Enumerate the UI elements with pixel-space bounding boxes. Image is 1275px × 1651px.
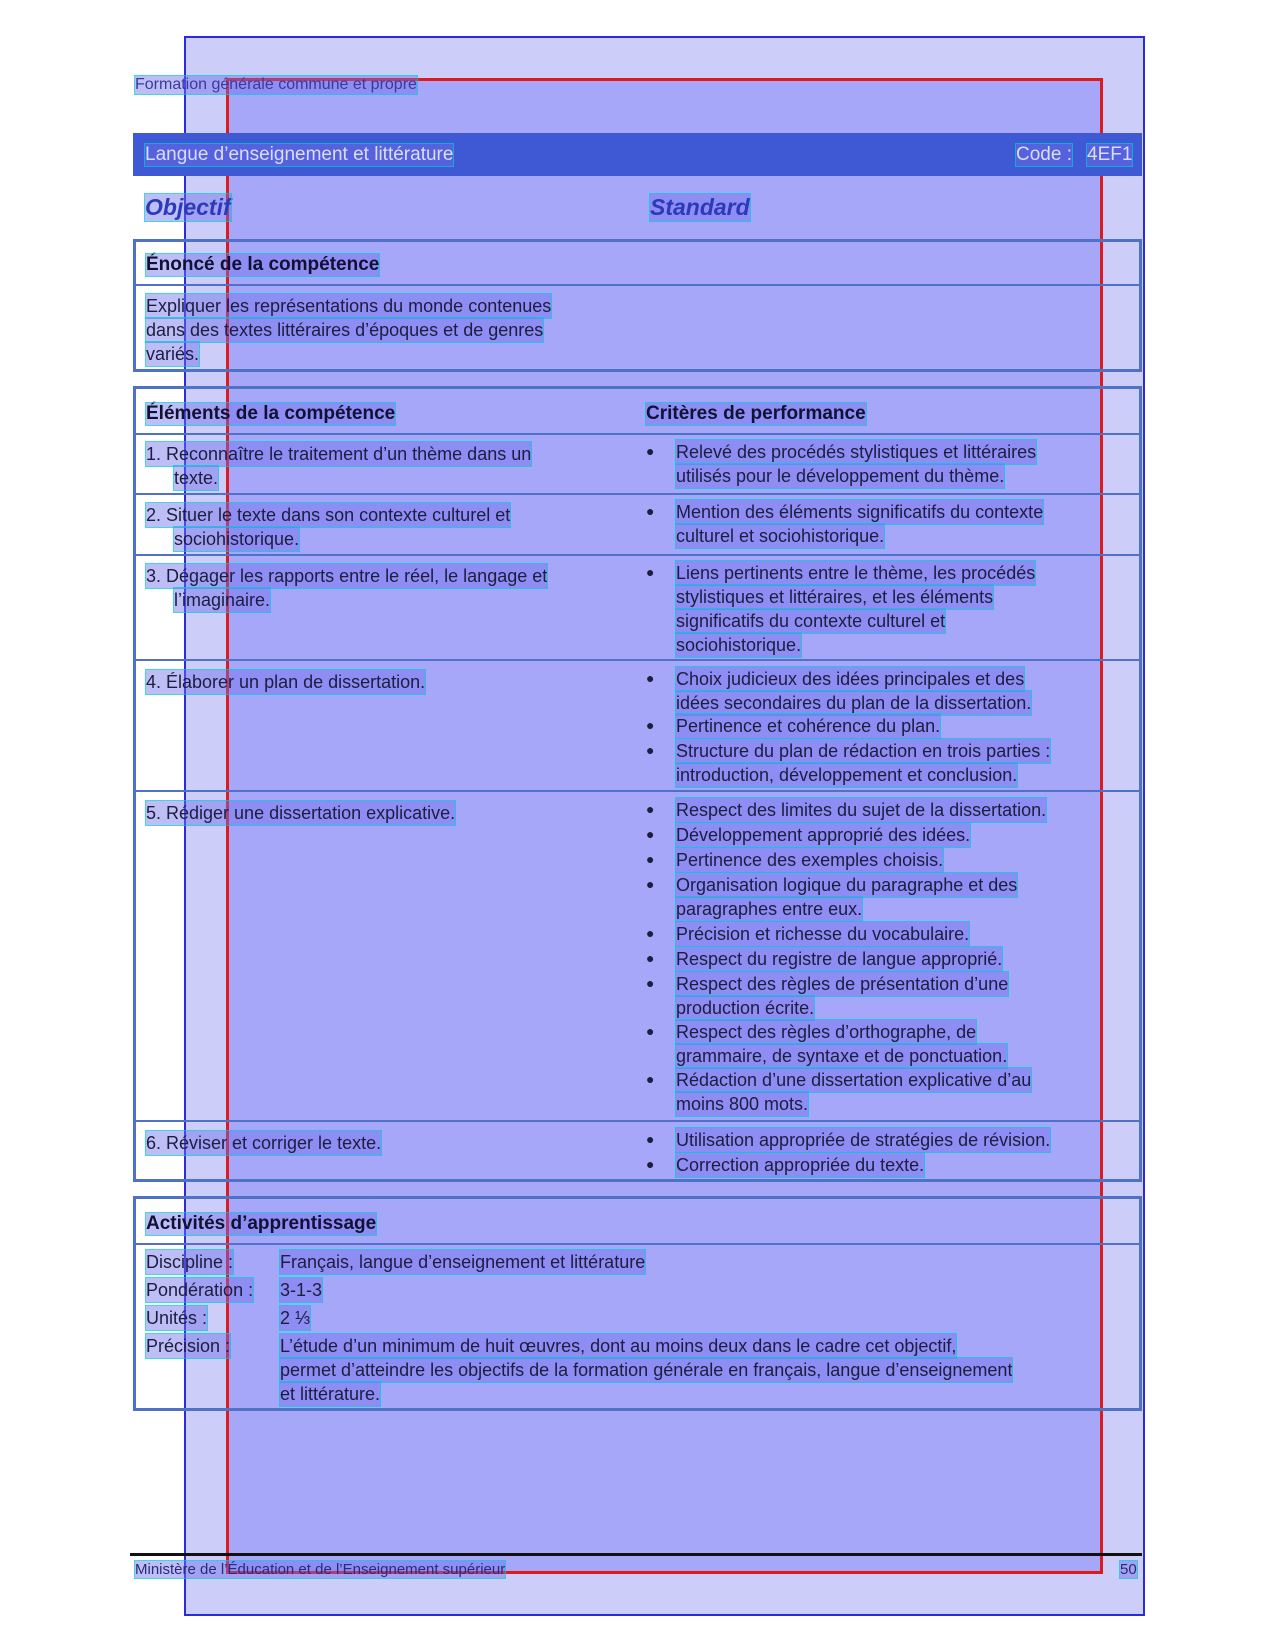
- competence-line: Expliquer les représentations du monde contenues: [146, 296, 552, 316]
- element-line: 3. Dégager les rapports entre le réel, le langage et: [146, 566, 548, 586]
- criterion-line: Développement approprié des idées.: [676, 825, 971, 845]
- bullet-icon: ●: [646, 925, 655, 941]
- bullet-icon: ●: [646, 1023, 655, 1039]
- field-value-units: 2 ⅓: [280, 1308, 311, 1328]
- criterion-line: culturel et sociohistorique.: [676, 526, 885, 546]
- criterion-line: idées secondaires du plan de la dissertation.: [676, 693, 1032, 713]
- bullet-icon: ●: [646, 717, 655, 733]
- element-line: l’imaginaire.: [174, 590, 271, 610]
- criterion-line: Structure du plan de rédaction en trois parties :: [676, 741, 1051, 761]
- criterion-line: paragraphes entre eux.: [676, 899, 863, 919]
- criteria-heading: Critères de performance: [646, 403, 866, 424]
- page-number: 50: [1120, 1561, 1137, 1578]
- footer-divider: [130, 1553, 1142, 1556]
- field-label-weighting: Pondération :: [146, 1280, 254, 1300]
- competence-heading: Énoncé de la compétence: [146, 254, 380, 275]
- criterion-line: Respect des limites du sujet de la dissertation.: [676, 800, 1047, 820]
- criterion-line: Liens pertinents entre le thème, les procédés: [676, 563, 1036, 583]
- activities-heading: Activités d’apprentissage: [146, 1213, 377, 1234]
- criterion-line: Respect du registre de langue approprié.: [676, 949, 1003, 969]
- element-line: 1. Reconnaître le traitement d’un thème dans un: [146, 444, 532, 464]
- bullet-icon: ●: [646, 503, 655, 519]
- criterion-line: significatifs du contexte culturel et: [676, 611, 946, 631]
- element-line: 5. Rédiger une dissertation explicative.: [146, 803, 456, 823]
- criterion-line: utilisés pour le développement du thème.: [676, 466, 1005, 486]
- element-line: texte.: [174, 468, 219, 488]
- element-line: 4. Élaborer un plan de dissertation.: [146, 672, 426, 692]
- field-value-discipline: Français, langue d’enseignement et littérature: [280, 1252, 646, 1272]
- criterion-line: Relevé des procédés stylistiques et littéraires: [676, 442, 1037, 462]
- bullet-icon: ●: [646, 1071, 655, 1087]
- criterion-line: stylistiques et littéraires, et les éléments: [676, 587, 994, 607]
- criterion-line: Rédaction d’une dissertation explicative d’au: [676, 1070, 1032, 1090]
- field-label-units: Unités :: [146, 1308, 208, 1328]
- criterion-line: introduction, développement et conclusion.: [676, 765, 1018, 785]
- field-value-precision: permet d’atteindre les objectifs de la formation générale en français, langue d’enseignement: [280, 1360, 1013, 1380]
- element-line: sociohistorique.: [174, 529, 300, 549]
- criterion-line: Correction appropriée du texte.: [676, 1155, 925, 1175]
- criterion-line: Organisation logique du paragraphe et des: [676, 875, 1018, 895]
- criterion-line: moins 800 mots.: [676, 1094, 809, 1114]
- objective-label: Objectif: [145, 194, 231, 220]
- bullet-icon: ●: [646, 742, 655, 758]
- criterion-line: Choix judicieux des idées principales et des: [676, 669, 1025, 689]
- criterion-line: Précision et richesse du vocabulaire.: [676, 924, 970, 944]
- field-label-discipline: Discipline :: [146, 1252, 234, 1272]
- criterion-line: Pertinence et cohérence du plan.: [676, 716, 941, 736]
- course-title: Langue d’enseignement et littérature: [145, 144, 454, 165]
- criterion-line: Utilisation appropriée de stratégies de révision.: [676, 1130, 1051, 1150]
- bullet-icon: ●: [646, 443, 655, 459]
- bullet-icon: ●: [646, 564, 655, 580]
- bullet-icon: ●: [646, 801, 655, 817]
- bullet-icon: ●: [646, 876, 655, 892]
- criterion-line: Respect des règles de présentation d’une: [676, 974, 1009, 994]
- criterion-line: grammaire, de syntaxe et de ponctuation.: [676, 1046, 1008, 1066]
- section-header: Formation générale commune et propre: [135, 76, 417, 93]
- element-line: 2. Situer le texte dans son contexte culturel et: [146, 505, 511, 525]
- elements-criteria-panel: [133, 386, 1142, 1182]
- field-label-precision: Précision :: [146, 1336, 231, 1356]
- competence-line: variés.: [146, 344, 200, 364]
- competence-line: dans des textes littéraires d’époques et de genres: [146, 320, 544, 340]
- field-value-weighting: 3-1-3: [280, 1280, 323, 1300]
- course-code-label: Code :: [1016, 144, 1072, 165]
- field-value-precision: L’étude d’un minimum de huit œuvres, dont au moins deux dans le cadre cet objectif,: [280, 1336, 957, 1356]
- criterion-line: Pertinence des exemples choisis.: [676, 850, 944, 870]
- criterion-line: production écrite.: [676, 998, 815, 1018]
- course-code: 4EF1: [1087, 144, 1133, 165]
- competence-statement-panel: [133, 239, 1142, 372]
- elements-heading: Éléments de la compétence: [146, 403, 396, 424]
- bullet-icon: ●: [646, 950, 655, 966]
- criterion-line: Mention des éléments significatifs du contexte: [676, 502, 1044, 522]
- criterion-line: Respect des règles d’orthographe, de: [676, 1022, 977, 1042]
- learning-activities-panel: [133, 1196, 1142, 1411]
- bullet-icon: ●: [646, 1131, 655, 1147]
- course-title-bar: [133, 133, 1142, 176]
- bullet-icon: ●: [646, 826, 655, 842]
- standard-label: Standard: [650, 194, 750, 220]
- bullet-icon: ●: [646, 670, 655, 686]
- element-line: 6. Réviser et corriger le texte.: [146, 1133, 382, 1153]
- bullet-icon: ●: [646, 851, 655, 867]
- bullet-icon: ●: [646, 1156, 655, 1172]
- footer-ministry: Ministère de l’Éducation et de l’Enseignement supérieur: [135, 1561, 506, 1578]
- criterion-line: sociohistorique.: [676, 635, 802, 655]
- field-value-precision: et littérature.: [280, 1384, 381, 1404]
- bullet-icon: ●: [646, 975, 655, 991]
